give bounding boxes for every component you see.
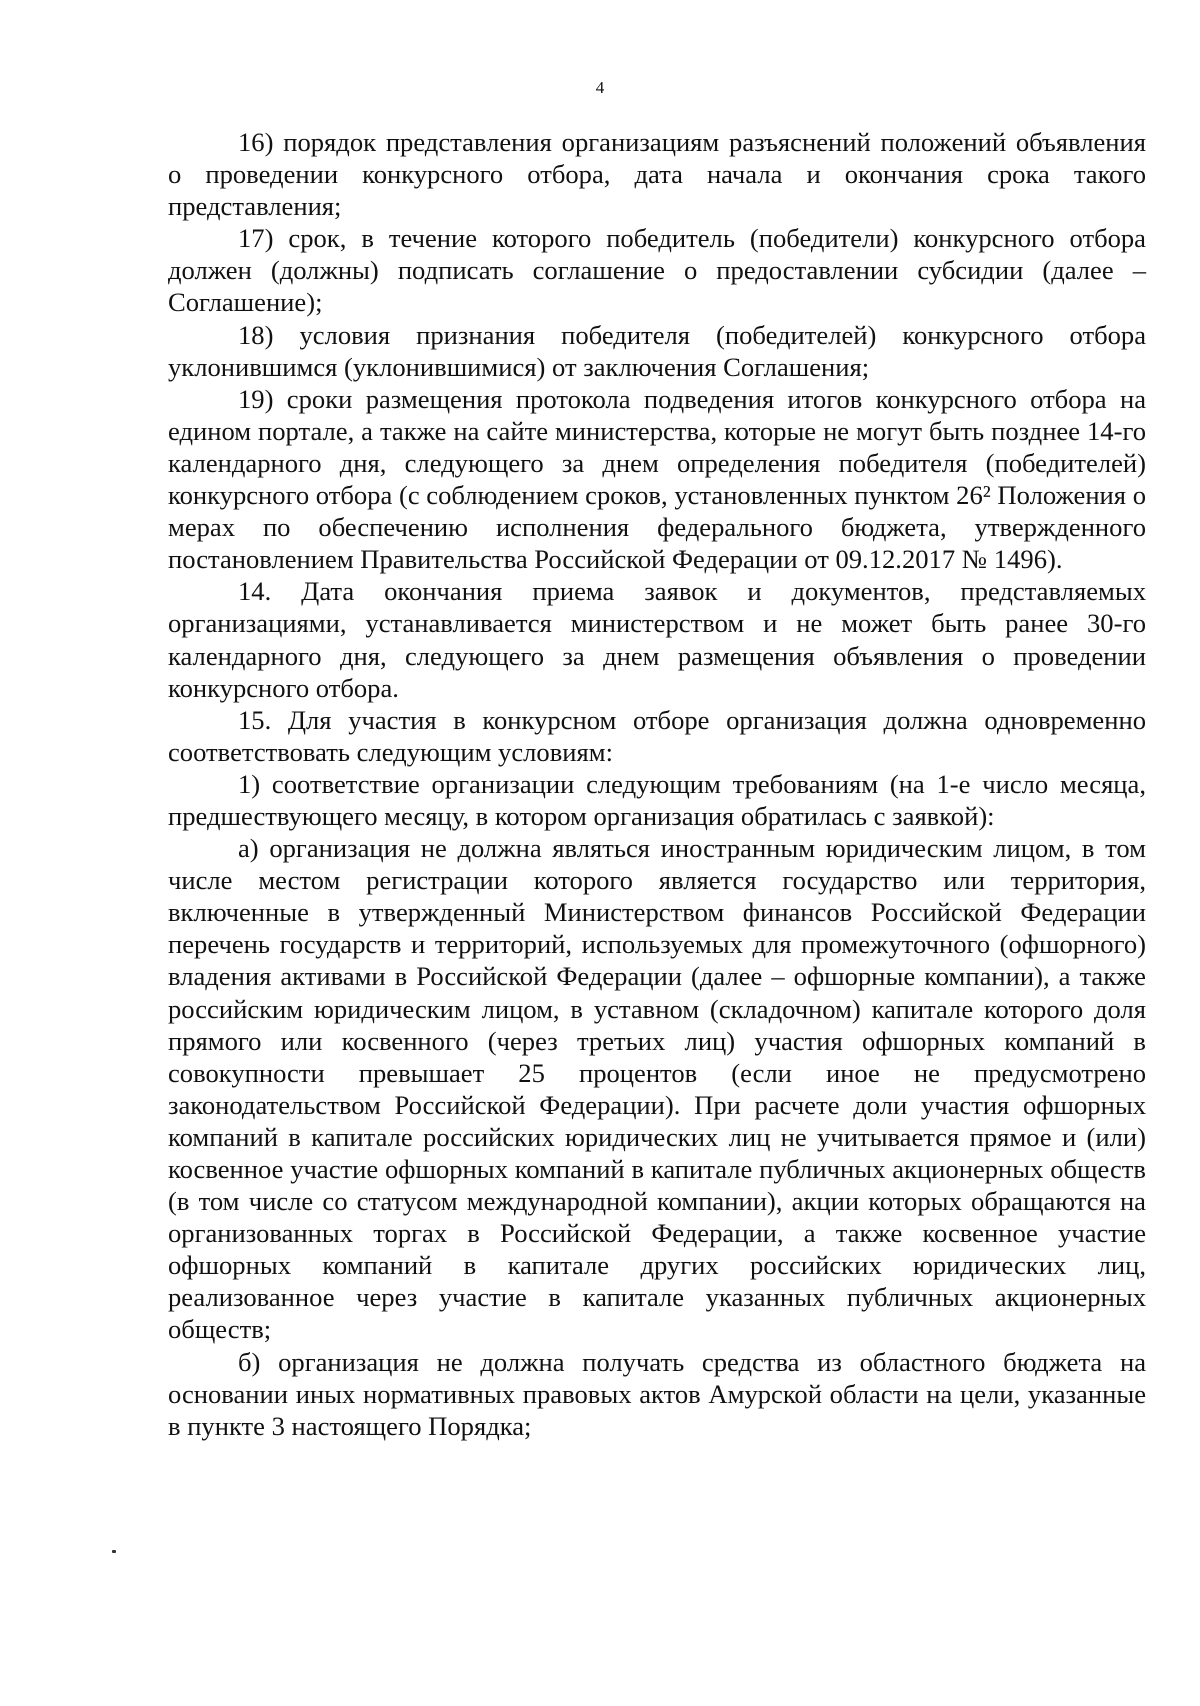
paragraph-clause-14: 14. Дата окончания приема заявок и документов, представляемых организациями, устанавливается министерством и не может быть ранее 30-го календарного дня, следующего за днем размещения объявления о проведении конкурсного отбора. bbox=[168, 576, 1146, 703]
paragraph-requirement-a: а) организация не должна являться иностранным юридическим лицом, в том числе местом регистрации которого является государство или территория, включенные в утвержденный Министерством финансов Российской Федерации перечень государств и территорий, используемых для промежуточного (офшорного) владения активами в Российской Федерации (далее – офшорные компании), а также российским юридическим лицом, в уставном (складочном) капитале которого доля прямого или косвенного (через третьих лиц) участия офшорных компаний в совокупности превышает 25 процентов (если иное не предусмотрено законодательством Российской Федерации). При расчете доли участия офшорных компаний в капитале российских юридических лиц не учитывается прямое и (или) косвенное участие офшорных компаний в капитале публичных акционерных обществ (в том числе со статусом международной компании), акции которых обращаются на организованных торгах в Российской Федерации, а также косвенное участие офшорных компаний в капитале других российских юридических лиц, реализованное через участие в капитале указанных публичных акционерных обществ; bbox=[168, 833, 1146, 1345]
paragraph-item-16: 16) порядок представления организациям разъяснений положений объявления о проведении конкурсного отбора, дата начала и окончания срока такого представления; bbox=[168, 127, 1146, 222]
paragraph-item-17: 17) срок, в течение которого победитель (победители) конкурсного отбора должен (должны) подписать соглашение о предоставлении субсидии (далее – Соглашение); bbox=[168, 223, 1146, 318]
paragraph-item-18: 18) условия признания победителя (победителей) конкурсного отбора уклонившимся (уклонившимися) от заключения Соглашения; bbox=[168, 319, 1146, 382]
paragraph-item-19: 19) сроки размещения протокола подведения итогов конкурсного отбора на едином портале, а также на сайте министерства, которые не могут быть позднее 14-го календарного дня, следующего за днем определения победителя (победителей) конкурсного отбора (с соблюдением сроков, установленных пунктом 26² Положения о мерах по обеспечению исполнения федерального бюджета, утвержденного постановлением Правительства Российской Федерации от 09.12.2017 № 1496). bbox=[168, 383, 1146, 575]
document-body bbox=[168, 126, 1146, 1442]
page-number: 4 bbox=[595, 78, 605, 97]
paragraph-condition-1: 1) соответствие организации следующим требованиям (на 1-е число месяца, предшествующего месяцу, в котором организация обратилась с заявкой): bbox=[168, 768, 1146, 831]
scan-speck bbox=[112, 1550, 116, 1553]
paragraph-clause-15: 15. Для участия в конкурсном отборе организация должна одновременно соответствовать следующим условиям: bbox=[168, 704, 1146, 767]
paragraph-requirement-b: б) организация не должна получать средства из областного бюджета на основании иных нормативных правовых актов Амурской области на цели, указанные в пункте 3 настоящего Порядка; bbox=[168, 1346, 1146, 1441]
